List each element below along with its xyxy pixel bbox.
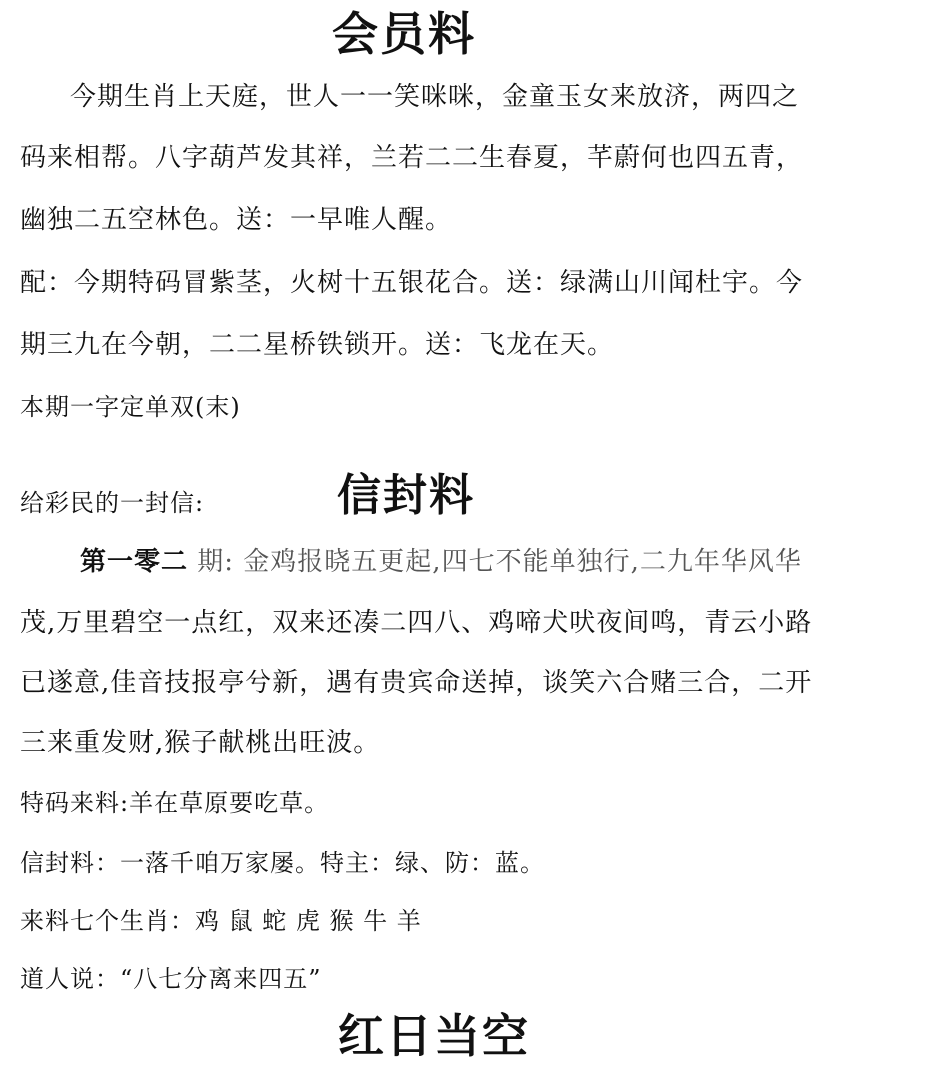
member-line-1: 今期生肖上天庭，世人一一笑咪咪，金童玉女来放济，两四之 [70,82,800,112]
member-line-4: 配：今期特码冒紫茎，火树十五银花合。送：绿满山川闻杜宇。今 [20,268,804,298]
special-code-line: 特码来料:羊在草原要吃草。 [20,789,330,817]
envelope-material-line: 信封料：一落千咱万家屡。特主：绿、防：蓝。 [20,849,545,877]
section-title-member: 会员料 [332,7,476,61]
zodiac-line: 来料七个生肖：鸡 鼠 蛇 虎 猴 牛 羊 [20,907,422,935]
member-line-3: 幽独二五空林色。送：一早唯人醒。 [20,205,453,235]
envelope-line-2: 茂,万里碧空一点红，双来还凑二四八、鸡啼犬吠夜间鸣，青云小路 [20,608,813,638]
letter-prefix: 给彩民的一封信: [20,489,205,517]
envelope-line-1-text: 期: 金鸡报晓五更起,四七不能单独行,二九年华风华 [188,547,802,577]
member-line-2: 码来相帮。八字葫芦发其祥，兰若二二生春夏，芊蔚何也四五青， [20,143,804,173]
taoist-saying-line: 道人说：“八七分离来四五” [20,965,322,993]
member-line-5: 期三九在今朝，二二星桥铁锁开。送：飞龙在天。 [20,330,615,360]
envelope-line-1 [80,545,802,579]
issue-label: 第一零二 [80,547,189,577]
section-title-red-sun: 红日当空 [338,1009,530,1063]
envelope-line-4: 三来重发财,猴子献桃出旺波。 [20,728,381,758]
section-title-envelope: 信封料 [337,470,475,521]
member-line-6: 本期一字定单双(末) [20,393,241,421]
envelope-line-3: 已遂意,佳音技报亭兮新，遇有贵宾命送掉，谈笑六合赌三合，二开 [20,668,813,698]
